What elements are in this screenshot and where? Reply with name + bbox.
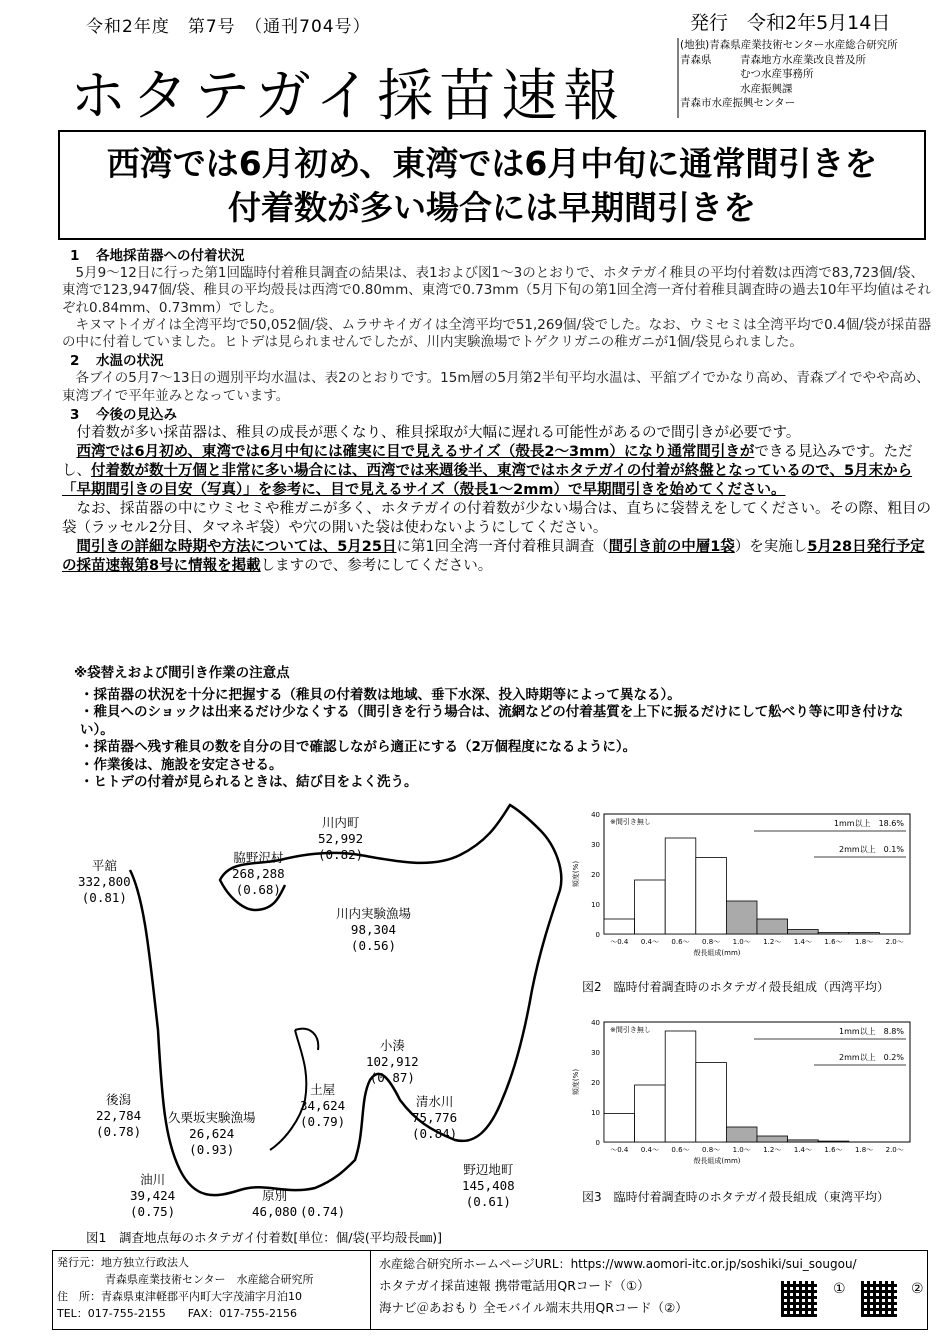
section-1-para-1: 5月9～12日に行った第1回臨時付着稚貝調査の結果は、表1および図1～3のとおりで、ホタテガイ稚貝の平均付着数は西湾で83,723個/袋、東湾で123,947個/袋、稚貝の平均殻長は西湾で0.80mm、東湾で0.73mm（5月下旬の第1回全湾一斉付着稚貝調査時の過去10年平均値はそれぞれ0.84mm、0.73mm）でした。 (62, 265, 931, 316)
section-3-para-2 (62, 443, 934, 500)
x-tick-label: 0.8～ (702, 938, 721, 946)
chart-note: ※間引き無し (610, 1026, 651, 1034)
publisher-bracket (676, 38, 680, 118)
x-tick-label: 0.4～ (640, 938, 659, 946)
site-kawauchi: 川内町 52,992 (0.82) (318, 815, 364, 862)
site-shimizugawa: 清水川 75,776 (0.84) (412, 1094, 458, 1141)
chart-note: ※間引き無し (610, 818, 651, 826)
publisher-1: (地独)青森県産業技術センター水産総合研究所 (680, 39, 898, 51)
publisher-5: 青森市水産振興センター (680, 97, 796, 109)
qr-code-1[interactable] (781, 1281, 817, 1317)
bar (818, 1141, 849, 1142)
y-tick-label: 20 (591, 871, 600, 879)
x-tick-label: ～0.4 (610, 1146, 629, 1154)
publisher-4: 水産振興課 (740, 82, 793, 95)
section-3-emph-5: 5月28日発行予定の採苗速報第8号に情報を掲載 (62, 539, 925, 575)
footer-line-3: 住 所：青森県東津軽郡平内町大字茂浦字月泊10 (57, 1290, 302, 1303)
site-noheji: 野辺地町 145,408 (0.61) (462, 1162, 515, 1209)
site-wakinosawa: 脇野沢村 268,288 (0.68) (232, 850, 285, 897)
section-2-heading (62, 353, 934, 370)
site-kawauchi-exp: 川内実験漁場 98,304 (0.56) (336, 906, 412, 953)
chart-east (566, 1008, 926, 1178)
annotation-2mm: 2mm以上 0.1% (839, 845, 904, 854)
section-1-heading (62, 248, 934, 265)
site-harabetsu-size: (0.74) (300, 1204, 346, 1219)
headline-line-1: 西湾では6月初め、東湾では6月中旬に通常間引きを (106, 144, 878, 183)
footer-url[interactable]: 水産総合研究所ホームページURL：https://www.aomori-itc.or.jp/soshiki/sui_sougou/ (379, 1257, 857, 1271)
x-tick-label: 1.6～ (824, 1146, 843, 1154)
article-body (62, 248, 934, 576)
x-tick-label: 1.2～ (763, 1146, 782, 1154)
site-ushirogata: 後潟 22,784 (0.78) (96, 1092, 142, 1139)
bar (757, 919, 788, 934)
section-1-para-2: キヌマトイガイは全湾平均で50,052個/袋、ムラサキイガイは全湾平均で51,269個/袋でした。なお、ウミセミは全湾平均で0.4個/袋が採苗器の中に付着していました。ヒトデは見られませんでしたが、川内実験漁場でトゲクリガニの稚ガニが1個/袋見られました。 (62, 316, 932, 351)
x-tick-label: 2.0～ (885, 938, 904, 946)
qr-code-2[interactable] (861, 1281, 897, 1317)
headline-line-2: 付着数が多い場合には早期間引きを (228, 188, 756, 227)
y-axis-label: 頻度(%) (572, 1068, 580, 1096)
section-1-number: 1 (70, 248, 80, 264)
work-notes (74, 665, 934, 792)
x-tick-label: 0.8～ (702, 1146, 721, 1154)
bar (635, 880, 666, 934)
annotation-2mm: 2mm以上 0.2% (839, 1053, 904, 1062)
annotation-1mm: 1mm以上 8.8% (839, 1027, 904, 1036)
section-3-emph-1: 西湾では6月初め、東湾では6月中旬には確実に目で見えるサイズ（殻長2～3mm）になり通常間引きが (76, 444, 755, 461)
footer-qr-text-1: ホタテガイ採苗速報 携帯電話用QRコード（①） (379, 1278, 650, 1293)
bar (604, 1114, 635, 1143)
note-item: ・稚貝へのショックは出来るだけ少なくする（間引きを行う場合は、流網などの付着基質を上下に振るだけにして舩べり等に叩き付けない）。 (80, 704, 904, 738)
site-kugurizaka: 久栗坂実験漁場 26,624 (0.93) (168, 1110, 256, 1157)
x-axis-label: 殻長組成(mm) (693, 1157, 741, 1165)
section-3-text-4: しますので、参考にしてください。 (260, 558, 493, 575)
section-3-emph-4: 間引き前の中層1袋 (608, 539, 735, 556)
figure-2-caption: 図2 臨時付着調査時のホタテガイ殻長組成（西湾平均） (582, 980, 890, 994)
footer-line-2: 青森県産業技術センター 水産総合研究所 (105, 1273, 314, 1286)
section-3-number: 3 (70, 406, 80, 423)
bar (788, 930, 819, 935)
annotation-1mm: 1mm以上 18.6% (833, 819, 904, 828)
x-tick-label: 1.6～ (824, 938, 843, 946)
x-axis-label: 殻長組成(mm) (693, 949, 741, 957)
y-axis-label: 頻度(%) (572, 860, 580, 888)
chart-west (566, 800, 926, 970)
issue-date: 発行 令和2年5月14日 (690, 12, 891, 34)
site-aburakawa: 油川 39,424 (0.75) (130, 1172, 176, 1219)
y-tick-label: 10 (591, 1109, 600, 1117)
section-3-emph-2: 付着数が数十万個と非常に多い場合には、西湾では来週後半、東湾ではホタテガイの付着が終盤となっているので、5月末から「早期間引きの目安（写真）」を参考に、目で見えるサイズ（殻長1～2mm）で早期間引きを始めてください。 (62, 463, 913, 499)
note-item: ・採苗器の状況を十分に把握する（稚貝の付着数は地域、垂下水深、投入時期等によって異なる）。 (80, 686, 681, 703)
bar (726, 901, 757, 934)
x-tick-label: 0.4～ (640, 1146, 659, 1154)
page-title: ホタテガイ採苗速報 (70, 64, 626, 129)
section-3-para-1: 付着数が多い採苗器は、稚貝の成長が悪くなり、稚貝採取が大幅に遅れる可能性があるので間引きが必要です。 (76, 425, 801, 442)
section-3-text-1: できる見込みです。ただし、 (62, 444, 913, 480)
bar (757, 1136, 788, 1142)
y-tick-label: 30 (591, 841, 600, 849)
x-tick-label: 1.0～ (732, 1146, 751, 1154)
site-kominato: 小湊 102,912 (0.87) (366, 1038, 419, 1085)
site-tsuchiya: 土屋 34,624 (0.79) (300, 1082, 346, 1129)
footer-line-4: TEL：017-755-2155 FAX：017-755-2156 (57, 1307, 298, 1320)
note-item: ・作業後は、施設を安定させる。 (80, 756, 283, 773)
bar (818, 933, 849, 935)
bar (635, 1085, 666, 1142)
bar (696, 1063, 727, 1143)
bar (788, 1140, 819, 1142)
notes-title: ※袋替えおよび間引き作業の注意点 (74, 665, 290, 681)
section-2-para-1: 各ブイの5月7～13日の週別平均水温は、表2のとおりです。15m層の5月第2半旬平均水温は、平舘ブイでかなり高め、青森ブイでやや高め、東湾ブイで平年並みとなっています。 (62, 370, 930, 404)
section-3-para-4 (62, 538, 934, 576)
x-tick-label: 0.6～ (671, 1146, 690, 1154)
y-tick-label: 40 (591, 811, 600, 819)
qr-label-2: ② (911, 1281, 924, 1297)
section-3-emph-3: 間引きの詳細な時期や方法については、5月25日 (76, 539, 397, 556)
publishers (680, 38, 898, 111)
x-tick-label: 1.4～ (793, 1146, 812, 1154)
x-tick-label: ～0.4 (610, 938, 629, 946)
site-harabetsu: 原別 46,080 (252, 1188, 298, 1219)
footer-publisher (53, 1251, 371, 1329)
section-3-para-3: なお、採苗器の中にウミセミや稚ガニが多く、ホタテガイの付着数が少ない場合は、直ちに袋替えをしてください。その際、粗目の袋（ラッセル2分目、タマネギ袋）や穴の開いた袋は使わないようにしてください。 (62, 501, 931, 537)
headline-box (58, 130, 926, 240)
qr-label-1: ① (833, 1281, 846, 1297)
footer-qr-text-2: 海ナビ＠あおもり 全モバイル端末共用QRコード（②） (379, 1300, 688, 1315)
section-3-heading (62, 407, 934, 424)
publisher-2: 青森地方水産業改良普及所 (740, 53, 866, 66)
note-item: ・ヒトデの付着が見られるときは、結び目をよく洗う。 (80, 774, 418, 790)
x-tick-label: 1.8～ (855, 1146, 874, 1154)
section-1-title: 各地採苗器への付着状況 (96, 248, 245, 264)
publisher-3: むつ水産事務所 (740, 68, 814, 80)
figure-1-caption: 図1 調査地点毎のホタテガイ付着数[単位：個/袋(平均殻長㎜)] (86, 1230, 443, 1245)
bar (696, 858, 727, 935)
y-tick-label: 0 (595, 1139, 600, 1147)
x-tick-label: 1.8～ (855, 938, 874, 946)
section-2-number: 2 (70, 353, 80, 370)
publisher-pref: 青森県 (680, 53, 712, 66)
section-2-title: 水温の状況 (96, 353, 164, 370)
section-3-text-2: に第1回全湾一斉付着稚貝調査（ (396, 539, 609, 556)
section-3-text-3: ）を実施し (734, 539, 808, 556)
x-tick-label: 2.0～ (885, 1146, 904, 1154)
y-tick-label: 40 (591, 1019, 600, 1027)
x-tick-label: 1.2～ (763, 938, 782, 946)
y-tick-label: 30 (591, 1049, 600, 1057)
issue-number: 令和2年度 第7号 （通刊704号） (86, 17, 371, 37)
x-tick-label: 1.0～ (732, 938, 751, 946)
y-tick-label: 10 (591, 901, 600, 909)
figure-3-caption: 図3 臨時付着調査時のホタテガイ殻長組成（東湾平均） (582, 1190, 890, 1204)
bar (665, 1031, 696, 1142)
section-3-title: 今後の見込み (96, 406, 177, 423)
site-hiradate: 平舘 332,800 (0.81) (78, 858, 131, 905)
footer (52, 1250, 928, 1330)
bar (665, 838, 696, 934)
note-item: ・採苗器へ残す稚貝の数を自分の目で確認しながら適正にする（2万個程度になるように）。 (80, 739, 637, 755)
bar (726, 1127, 757, 1142)
x-tick-label: 0.6～ (671, 938, 690, 946)
y-tick-label: 20 (591, 1079, 600, 1087)
bar (604, 919, 635, 934)
footer-line-1: 発行元：地方独立行政法人 (57, 1256, 189, 1269)
y-tick-label: 0 (595, 931, 600, 939)
x-tick-label: 1.4～ (793, 938, 812, 946)
bar (849, 933, 880, 935)
